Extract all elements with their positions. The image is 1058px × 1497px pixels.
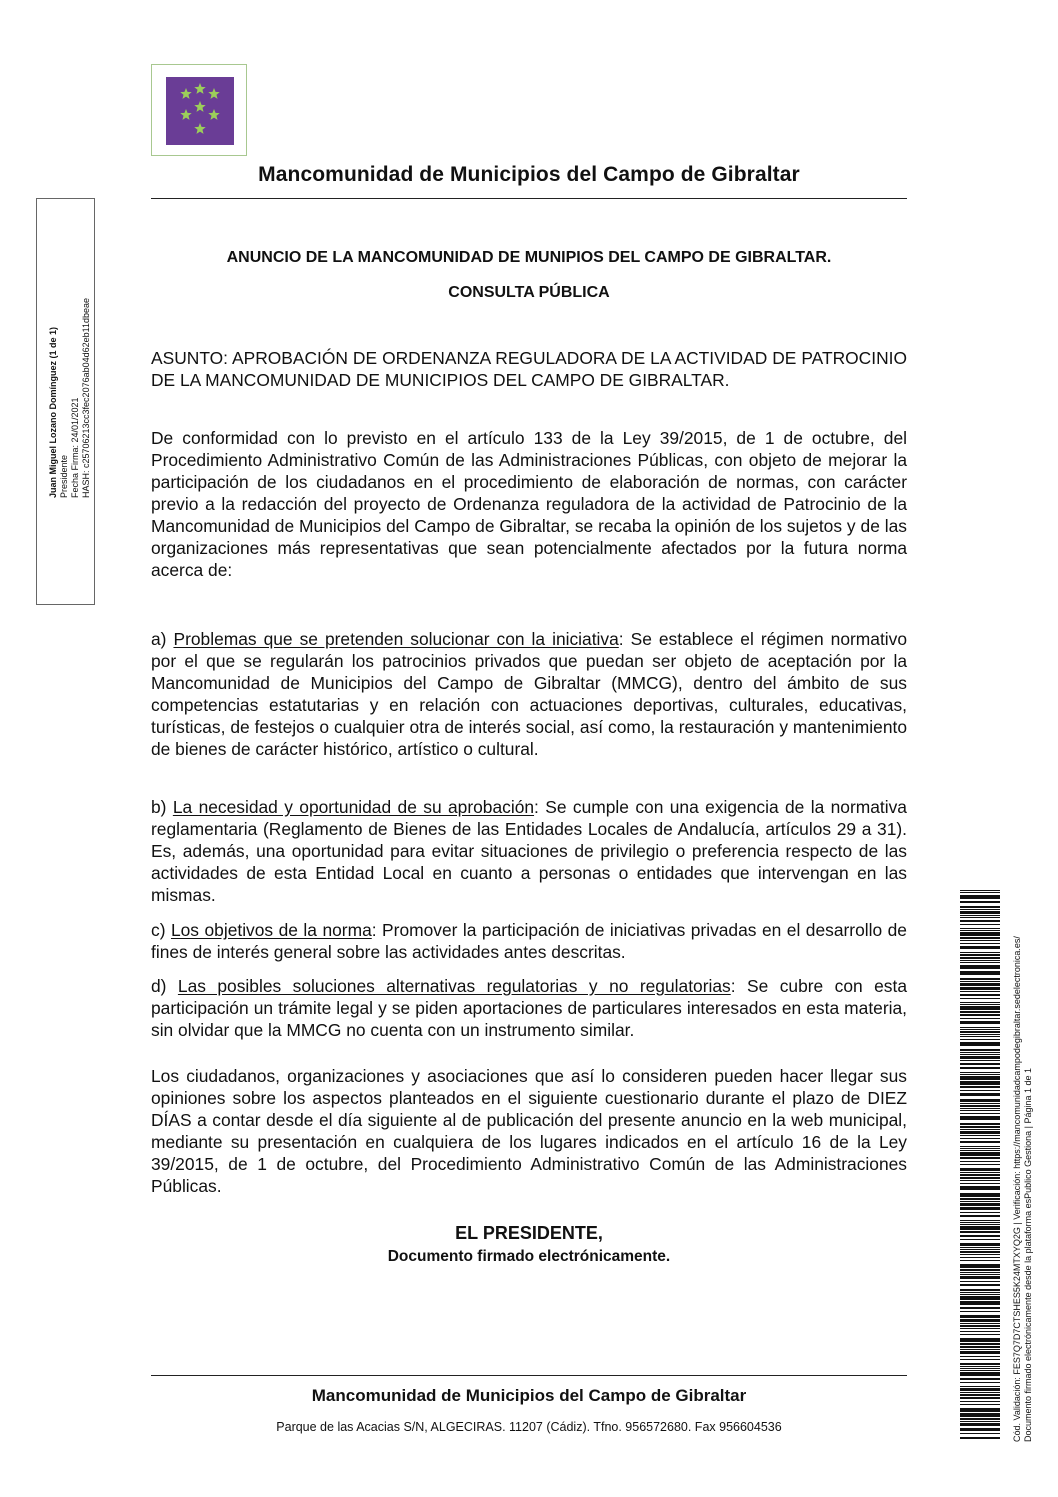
barcode-bar (960, 1363, 1000, 1365)
barcode-bar (960, 1392, 1000, 1393)
barcode-bar (960, 1311, 1000, 1312)
barcode-bar (960, 1289, 1000, 1291)
barcode-bar (960, 1126, 1000, 1128)
barcode-bar (960, 940, 1000, 941)
barcode-bar (960, 1370, 1000, 1371)
barcode-bar (960, 1251, 1000, 1253)
item-d-title: Las posibles soluciones alternativas regulatorias y no regulatorias (177, 976, 731, 996)
barcode-bar (960, 1281, 1000, 1282)
barcode-bar (960, 991, 1000, 992)
barcode-bar (960, 1113, 1000, 1114)
item-d-paragraph (151, 975, 907, 1041)
barcode-bar (960, 1004, 1000, 1005)
star-icon-5 (180, 109, 191, 120)
barcode-bar (960, 917, 1000, 918)
barcode-bar (960, 946, 1000, 949)
barcode-bar (960, 1203, 1000, 1206)
item-a-text: : Se establece el régimen normativo por el que se regularán los patrocinios privados que puedan ser objeto de aceptación por la Mancomunidad de Municipios del Campo de Gibraltar (MMCG), dentro del ámbito de sus competencias estatutarias y en relación con actuaciones deportivas, culturales, educativas, turísticas, de festejos o cualquier otra de interés social, así como, la restauración y mantenimiento de bienes de carácter histórico, artístico o cultural. (151, 629, 908, 759)
barcode-bar (960, 906, 1000, 908)
barcode-bar (960, 1366, 1000, 1367)
barcode-bar (960, 909, 1000, 910)
header-divider (151, 198, 907, 199)
barcode-bar (960, 1146, 1000, 1147)
barcode-bar (960, 1164, 1000, 1165)
item-c-paragraph (151, 919, 907, 963)
item-b-title: La necesidad y oportunidad de su aprobación (172, 797, 535, 817)
logo-stars (166, 77, 234, 145)
barcode-bar (960, 915, 1000, 916)
barcode-bar (960, 1014, 1000, 1016)
barcode-bar (960, 1231, 1000, 1233)
barcode-bar (960, 983, 1000, 986)
signature-hash: HASH: c25706213cc3fec2076ab04d62eb11dbeae (81, 298, 91, 498)
barcode-bar (960, 1423, 1000, 1426)
barcode-bar (960, 1108, 1000, 1109)
barcode-bar (960, 1021, 1000, 1024)
barcode-bar (960, 1177, 1000, 1179)
barcode-bar (960, 1150, 1000, 1151)
logo-frame (151, 64, 247, 156)
barcode-bar (960, 1198, 1000, 1200)
barcode-bar (960, 920, 1000, 922)
barcode-bar (960, 1054, 1000, 1055)
barcode-bar (960, 960, 1000, 961)
barcode-bar (960, 1243, 1000, 1246)
barcode-bar (960, 1215, 1000, 1217)
barcode-bars (960, 890, 1000, 1440)
barcode-bar (960, 1372, 1000, 1376)
barcode-bar (960, 1148, 1000, 1149)
barcode-icon (960, 890, 1000, 1440)
barcode-bar (960, 1351, 1000, 1354)
announcement-subheading: CONSULTA PÚBLICA (448, 284, 610, 301)
barcode-bar (960, 1421, 1000, 1422)
barcode-bar (960, 1418, 1000, 1420)
barcode-bar (960, 1382, 1000, 1383)
barcode-bar (960, 962, 1000, 963)
barcode-bar (960, 1224, 1000, 1225)
verification-line-1: Cód. Validación: FES7Q7D7CTSHES5K24MTXYQ2G | Verificación: https://mancomunidadcampodegibraltar.sedelectronica.es/ (1012, 936, 1022, 1442)
barcode-bar (960, 1254, 1000, 1255)
barcode-bar (960, 1076, 1000, 1080)
barcode-bar (960, 1193, 1000, 1197)
star-icon-2 (194, 83, 205, 94)
star-icon-7 (194, 123, 205, 134)
barcode-bar (960, 1129, 1000, 1130)
barcode-bar (960, 1247, 1000, 1248)
barcode-bar (960, 892, 1000, 893)
barcode-bar (960, 1428, 1000, 1431)
barcode-bar (960, 1072, 1000, 1073)
signature-date: Fecha Firma: 24/01/2021 (70, 397, 80, 498)
item-a-title: Problemas que se pretenden solucionar con la iniciativa (173, 629, 619, 649)
signature-stamp (48, 238, 92, 498)
barcode-bar (960, 1116, 1000, 1120)
barcode-bar (960, 932, 1000, 936)
barcode-bar (960, 1212, 1000, 1213)
item-b-text: : Se cumple con una exigencia de la normativa reglamentaria (Reglamento de Bienes de las Entidades Locales de Andalucía, artículos 29 a 31). Es, además, una oportunidad para evitar situaciones de privilegio o preferencia respecto de las actividades de esta Entidad Local en cuanto a personas o entidades que intervengan en las mismas. (151, 797, 907, 905)
barcode-bar (960, 952, 1000, 953)
barcode-bar (960, 1141, 1000, 1143)
barcode-bar (960, 1039, 1000, 1040)
barcode-bar (960, 1260, 1000, 1261)
signer-title: EL PRESIDENTE, (455, 1223, 603, 1243)
barcode-bar (960, 994, 1000, 996)
barcode-bar (960, 901, 1000, 903)
barcode-bar (960, 1301, 1000, 1305)
barcode-bar (960, 987, 1000, 990)
barcode-bar (960, 1103, 1000, 1104)
barcode-bar (960, 1257, 1000, 1258)
item-a-prefix: a) (151, 629, 174, 649)
barcode-bar (960, 1074, 1000, 1075)
barcode-bar (960, 924, 1000, 925)
barcode-bar (960, 1323, 1000, 1324)
barcode-bar (960, 1060, 1000, 1061)
barcode-bar (960, 1239, 1000, 1240)
barcode-bar (960, 981, 1000, 982)
barcode-bar (960, 1093, 1000, 1096)
barcode-bar (960, 1394, 1000, 1396)
barcode-bar (960, 1183, 1000, 1184)
barcode-bar (960, 1386, 1000, 1387)
item-d-prefix: d) (151, 976, 178, 996)
barcode-bar (960, 1031, 1000, 1033)
barcode-bar (960, 1349, 1000, 1350)
star-icon-1 (180, 88, 191, 99)
barcode-bar (960, 1338, 1000, 1342)
barcode-bar (960, 1052, 1000, 1053)
barcode-bar (960, 998, 1000, 999)
barcode-bar (960, 1284, 1000, 1286)
barcode-bar (960, 1018, 1000, 1019)
barcode-bar (960, 1274, 1000, 1275)
barcode-bar (960, 1331, 1000, 1332)
seven-stars-emblem-icon (166, 77, 234, 145)
barcode-bar (960, 930, 1000, 931)
barcode-bar (960, 1404, 1000, 1405)
barcode-bar (960, 1397, 1000, 1399)
barcode-bar (960, 1249, 1000, 1250)
item-c-title: Los objetivos de la norma (170, 920, 372, 940)
barcode-bar (960, 1207, 1000, 1210)
barcode-bar (960, 1408, 1000, 1412)
barcode-bar (960, 911, 1000, 914)
barcode-bar (960, 1174, 1000, 1176)
intro-paragraph: De conformidad con lo previsto en el artículo 133 de la Ley 39/2015, de 1 de octubre, del Procedimiento Administrativo Común de las Administraciones Públicas, con objeto de mejorar la participación de los ciudadanos en el procedimiento de elaboración de normas, con carácter previo a la redacción del proyecto de Ordenanza reguladora de la actividad de Patrocinio de la Mancomunidad de Municipios del Campo de Gibraltar, se recaba la opinión de los sujetos y de las organizaciones más representativas que sean potencialmente afectados por la futura norma acerca de: (151, 428, 907, 580)
star-icon-4 (194, 101, 205, 112)
barcode-bar (960, 1276, 1000, 1279)
barcode-bar (960, 957, 1000, 959)
barcode-bar (960, 1110, 1000, 1111)
subject-paragraph: ASUNTO: APROBACIÓN DE ORDENANZA REGULADORA DE LA ACTIVIDAD DE PATROCINIO DE LA MANCOMUNIDAD DE MUNICIPIOS DEL CAMPO DE GIBRALTAR. (151, 348, 907, 390)
item-c-text: : Promover la participación de iniciativas privadas en el desarrollo de fines de interés general sobre las actividades antes descritas. (151, 920, 907, 962)
barcode-bar (960, 1222, 1000, 1223)
barcode-bar (960, 1201, 1000, 1202)
barcode-bar (960, 1325, 1000, 1327)
footer-address: Parque de las Acacias S/N, ALGECIRAS. 11207 (Cádiz). Tfno. 956572680. Fax 956604536 (276, 1420, 782, 1434)
barcode-bar (960, 1029, 1000, 1030)
barcode-bar (960, 943, 1000, 944)
barcode-bar (960, 1328, 1000, 1329)
barcode-bar (960, 1002, 1000, 1003)
barcode-bar (960, 1437, 1000, 1439)
barcode-bar (960, 937, 1000, 939)
barcode-bar (960, 1186, 1000, 1190)
barcode-bar (960, 1359, 1000, 1360)
barcode-bar (960, 1138, 1000, 1139)
barcode-bar (960, 1157, 1000, 1159)
barcode-bar (960, 895, 1000, 899)
announcement-heading: ANUNCIO DE LA MANCOMUNIDAD DE MUNIPIOS DEL CAMPO DE GIBRALTAR. (226, 249, 832, 266)
footer-org-name: Mancomunidad de Municipios del Campo de Gibraltar (311, 1386, 747, 1405)
barcode-bar (960, 1011, 1000, 1013)
barcode-bar (960, 1401, 1000, 1402)
barcode-bar (960, 1296, 1000, 1300)
barcode-bar (960, 1368, 1000, 1369)
barcode-bar (960, 1063, 1000, 1065)
barcode-bar (960, 928, 1000, 929)
barcode-bar (960, 1388, 1000, 1391)
verification-text (1012, 936, 1034, 1442)
closing-paragraph: Los ciudadanos, organizaciones y asociaciones que así lo consideren pueden hacer llegar sus opiniones sobre los aspectos planteados en el siguiente cuestionario durante el plazo de DIEZ DÍAS a contar desde el día siguiente al de publicación del presente anuncio en la web municipal, mediante su presentación en cualquiera de los lugares indicados en el artículo 16 de la Ley 39/2015, de 1 de octubre, del Procedimiento Administrativo Común de las Administraciones Públicas. (151, 1066, 907, 1196)
barcode-bar (960, 971, 1000, 975)
signer-subtitle: Documento firmado electrónicamente. (387, 1248, 671, 1265)
footer-divider (151, 1375, 907, 1376)
barcode-bar (960, 1090, 1000, 1091)
barcode-bar (960, 1319, 1000, 1322)
item-c-prefix: c) (151, 920, 171, 940)
barcode-bar (960, 890, 1000, 891)
barcode-bar (960, 1042, 1000, 1046)
org-title: Mancomunidad de Municipios del Campo de Gibraltar (258, 163, 800, 186)
barcode-bar (960, 978, 1000, 980)
barcode-bar (960, 1027, 1000, 1028)
barcode-bar (960, 1315, 1000, 1318)
barcode-bar (960, 1307, 1000, 1309)
barcode-bar (960, 1006, 1000, 1010)
barcode-bar (960, 1269, 1000, 1271)
barcode-bar (960, 1378, 1000, 1380)
barcode-bar (960, 1099, 1000, 1102)
star-icon-3 (208, 88, 219, 99)
barcode-bar (960, 1180, 1000, 1181)
barcode-bar (960, 1161, 1000, 1162)
barcode-bar (960, 1067, 1000, 1069)
barcode-bar (960, 1049, 1000, 1051)
barcode-bar (960, 1334, 1000, 1335)
barcode-bar (960, 1413, 1000, 1417)
barcode-bar (960, 1294, 1000, 1295)
barcode-bar (960, 1168, 1000, 1171)
barcode-bar (960, 965, 1000, 969)
barcode-bar (960, 1172, 1000, 1173)
verification-line-2: Documento firmado electrónicamente desde la plataforma esPublico Gestiona | Página 1 de 1 (1023, 1067, 1033, 1442)
barcode-bar (960, 1264, 1000, 1268)
barcode-bar (960, 1135, 1000, 1136)
barcode-bar (960, 1346, 1000, 1348)
barcode-bar (960, 1152, 1000, 1156)
barcode-bar (960, 1086, 1000, 1088)
item-a-paragraph (151, 628, 907, 760)
barcode-bar (960, 1081, 1000, 1085)
item-b-prefix: b) (151, 797, 173, 817)
barcode-bar (960, 1356, 1000, 1357)
barcode-bar (960, 1131, 1000, 1134)
star-icon-6 (208, 109, 219, 120)
barcode-bar (960, 1105, 1000, 1107)
barcode-bar (960, 1272, 1000, 1273)
item-b-paragraph (151, 796, 907, 906)
signer-role: Presidente (59, 454, 69, 498)
barcode-bar (960, 1036, 1000, 1037)
item-d-text: : Se cubre con esta participación un trámite legal y se piden aportaciones de particulares interesados en esta materia, sin olvidar que la MMCG no cuenta con un instrumento similar. (151, 976, 907, 1040)
barcode-bar (960, 1226, 1000, 1230)
barcode-bar (960, 1343, 1000, 1345)
barcode-bar (960, 1292, 1000, 1293)
barcode-bar (960, 1123, 1000, 1125)
barcode-bar (960, 1034, 1000, 1035)
barcode-bar (960, 1056, 1000, 1059)
barcode-bar (960, 1433, 1000, 1434)
signer-name: Juan Miguel Lozano Domínguez (1 de 1) (48, 326, 58, 498)
barcode-bar (960, 954, 1000, 956)
barcode-bar (960, 1235, 1000, 1237)
barcode-bar (960, 1220, 1000, 1221)
